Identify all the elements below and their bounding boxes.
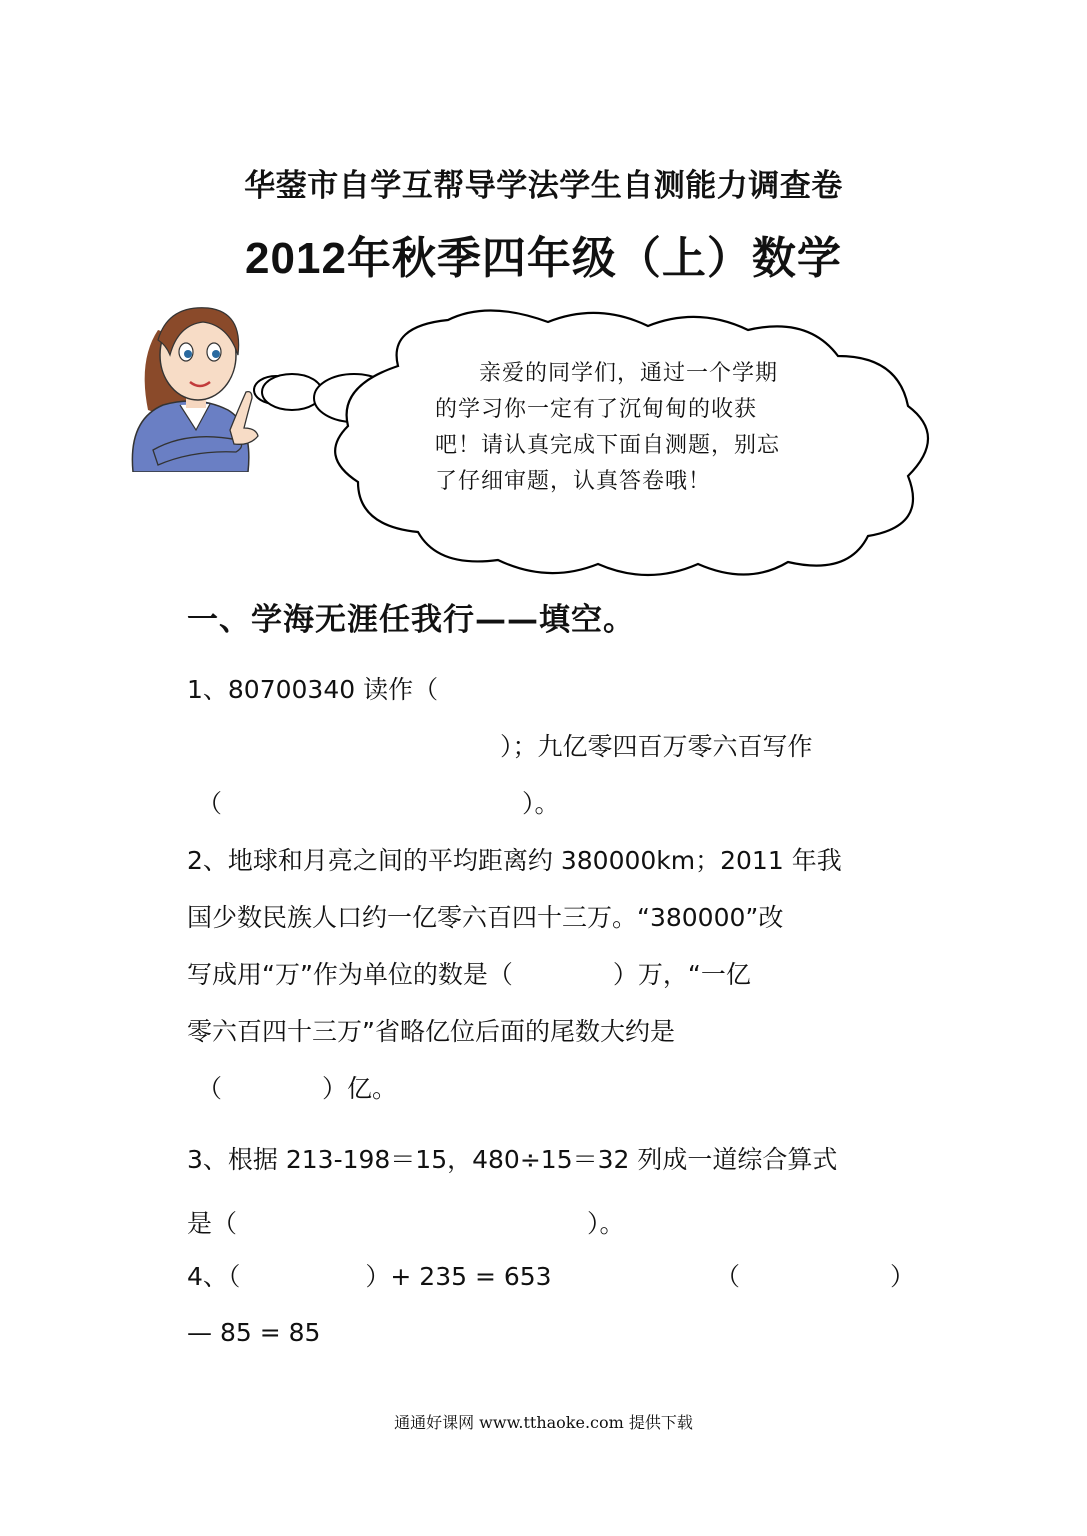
- footer-download-note: 通通好课网 www.tthaoke.com 提供下载: [394, 1413, 693, 1432]
- question-line: 1、80700340 读作（: [187, 675, 439, 704]
- bubble-line: 了仔细审题，认真答卷哦！: [435, 469, 712, 494]
- question-line: 2、地球和月亮之间的平均距离约 380000km；2011 年我: [187, 846, 842, 875]
- question-line: 是（ ）。: [187, 1209, 625, 1238]
- bubble-message: [435, 356, 835, 500]
- question-line: 3、根据 213-198＝15，480÷15＝32 列成一道综合算式: [187, 1145, 838, 1174]
- bubble-line: 吧！请认真完成下面自测题，别忘: [435, 433, 781, 458]
- exam-title: 2012年秋季四年级（上）数学: [245, 234, 842, 283]
- question-line: ）；九亿零四百万零六百写作: [500, 732, 813, 761]
- bubble-line: 的学习你一定有了沉甸甸的收获: [435, 397, 758, 422]
- section-heading: 一、学海无涯任我行——填空。: [187, 602, 635, 638]
- question-line: — 85 = 85: [187, 1318, 321, 1347]
- bubble-line: 亲爱的同学们，通过一个学期: [479, 361, 779, 386]
- teacher-pupil-right: [212, 350, 220, 358]
- question-line: 4、（ ）+ 235 = 653: [187, 1262, 552, 1291]
- teacher-pupil-left: [184, 350, 192, 358]
- exam-subtitle: 华蓥市自学互帮导学法学生自测能力调查卷: [244, 168, 843, 204]
- question-line: （ ）亿。: [197, 1074, 398, 1103]
- question-line: （ ）。: [197, 789, 560, 818]
- question-line: （ ）: [715, 1262, 916, 1291]
- question-line: 国少数民族人口约一亿零六百四十三万。“380000”改: [187, 903, 784, 932]
- question-line: 零六百四十三万”省略亿位后面的尾数大约是: [187, 1017, 675, 1046]
- question-line: 写成用“万”作为单位的数是（ ）万，“一亿: [187, 960, 751, 989]
- cloud-bubble-small-2: [262, 374, 322, 410]
